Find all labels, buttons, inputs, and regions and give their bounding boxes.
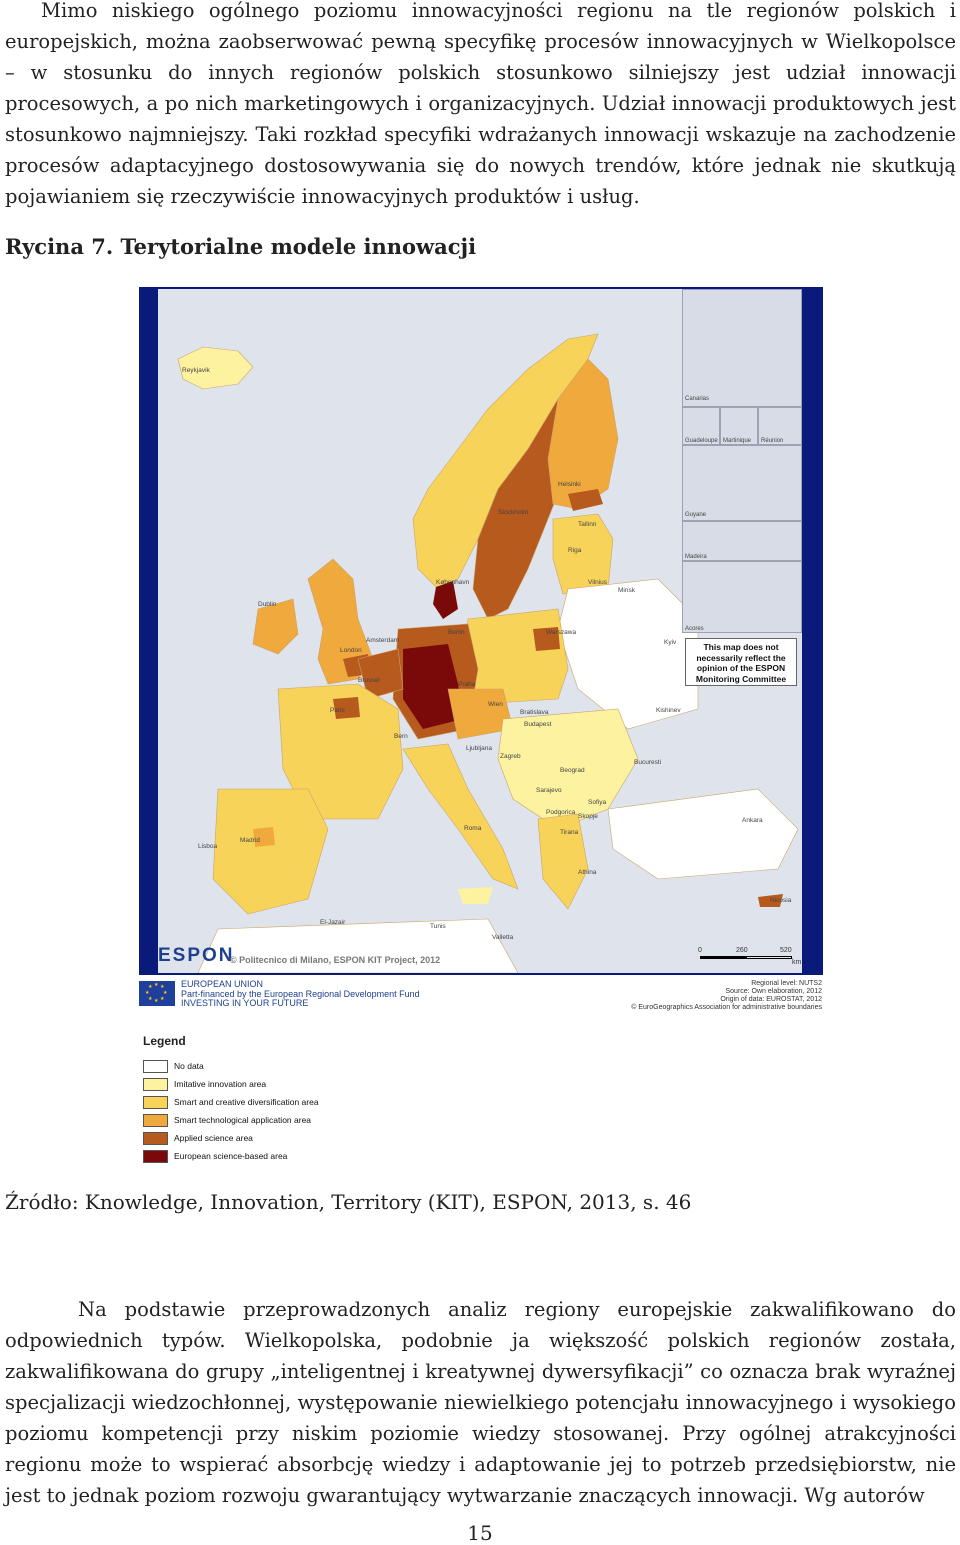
inset-guadeloupe: Guadeloupe [682,407,720,445]
legend-item [143,1093,319,1111]
city-label: Riga [568,547,582,554]
legend-swatch [143,1114,168,1127]
inset-reunion: Réunion [758,407,802,445]
eu-line: INVESTING IN YOUR FUTURE [181,998,309,1008]
map-metadata [631,980,822,1012]
city-label: Nicosia [770,897,792,904]
city-label: Helsinki [558,481,581,488]
city-label: Podgorica [546,809,576,816]
legend-swatch [143,1060,168,1073]
city-label: Praha [458,681,476,688]
legend-swatch [143,1132,168,1145]
legend-label: No data [174,1061,204,1071]
meta-line: Source: Own elaboration, 2012 [725,988,822,995]
city-label: Dublin [258,601,277,608]
city-label: Paris [330,707,345,714]
city-label: København [436,579,470,586]
city-label: Budapest [524,721,552,728]
page-number: 15 [467,1521,493,1545]
legend-swatch [143,1096,168,1109]
eu-line: EUROPEAN UNION [181,979,264,989]
legend-item [143,1129,319,1147]
legend-item [143,1147,319,1165]
overseas-insets [682,289,802,633]
scale-bar [698,944,802,968]
city-label: Warszawa [546,629,577,636]
scale-label-0: 0 [698,947,702,954]
legend-label: European science-based area [174,1151,288,1161]
city-label: Lisboa [198,843,218,850]
legend-swatch [143,1150,168,1163]
city-label: Minsk [618,587,635,594]
city-label: Kishinev [656,707,681,714]
eu-flag-icon: ★ ★ ★ ★ ★ ★ ★ ★ [139,981,175,1006]
city-label: Kyiv [664,639,677,646]
scale-unit: km [792,959,802,966]
city-label: El-Jazair [320,919,346,926]
legend-title: Legend [143,1034,186,1048]
city-label: Ankara [742,817,763,824]
legend-label: Smart and creative diversification area [174,1097,319,1107]
city-label: Reykjavik [182,367,210,374]
inset-guyane: Guyane [682,445,802,521]
city-label: Roma [464,825,482,832]
city-label: Tallinn [578,521,597,528]
legend-swatch [143,1078,168,1091]
map-legend [143,1034,319,1165]
legend-label: Imitative innovation area [174,1079,267,1089]
legend-item [143,1075,319,1093]
city-label: Wien [488,701,503,708]
map-disclaimer: This map does not necessarily reflect the opinion of the ESPON Monitoring Committee [685,638,797,686]
legend-label: Applied science area [174,1133,253,1143]
figure-source: Źródło: Knowledge, Innovation, Territory (KIT), ESPON, 2013, s. 46 [5,1190,692,1214]
city-label: Berlin [448,629,465,636]
espon-logo [158,942,235,970]
city-label: Bratislava [520,709,549,716]
meta-line: © EuroGeographics Association for administrative boundaries [631,1004,822,1011]
city-label: Tunis [430,923,446,930]
map-canvas [158,289,802,973]
body-paragraph-2: Na podstawie przeprowadzonych analiz regiony europejskie zakwalifikowano do odpowiednich typów. Wielkopolska, podobnie ja większość polskich regionów została, zakwalifikowana do grupy „inteligentnej i kreatywnej dywersyfikacji” co oznacza brak wyraźnej specjalizacji wiedzochłonnej, występowanie niewielkiego potencjału innowacyjnego i wysokiego poziomu kompetencji przy niskim poziomie wiedzy stosowanej. Przy ogólnej atrakcyjności regionu może to wspierać absorbcję wiedzy i adaptowanie jej to potrzeb przedsiębiorstw, nie jest to jednak poziom rozwoju gwarantujący wytwarzanie znaczących innowacji. Wg autorów [5,1298,956,1507]
scale-bar-graphic [700,956,792,959]
meta-line: Regional level: NUTS2 [751,980,822,987]
city-label: Tirana [560,829,579,836]
meta-line: Origin of data: EUROSTAT, 2012 [720,996,822,1003]
region-sicily [458,887,493,904]
region-turkey [608,789,798,879]
map-copyright: © Politecnico di Milano, ESPON KIT Project, 2012 [230,955,441,965]
region-iberia [213,789,328,914]
inset-martinique: Martinique [720,407,758,445]
scale-label-520: 520 [780,947,792,954]
city-label: Brussel [358,677,380,684]
figure-heading: Rycina 7. Terytorialne modele innowacji [5,234,477,259]
legend-item [143,1057,319,1075]
city-label: Beograd [560,767,585,774]
inset-madeira: Madeira [682,521,802,561]
city-label: Bucuresti [634,759,662,766]
city-label: Bern [394,733,408,740]
body-paragraph-1: Mimo niskiego ogólnego poziomu innowacyjności regionu na tle regionów polskich i europejskich, można zaobserwować pewną specyfikę procesów innowacyjnych w Wielkopolsce – w stosunku do innych regionów polskich stosunkowo silniejszy jest udział innowacji procesowych, a po nich marketingowych i organizacyjnych. Udział innowacji produktowych jest stosunkowo najmniejszy. Taki rozkład specyfiki wdrażanych innowacji wskazuje na zachodzenie procesów adaptacyjnego dostosowywania się do nowych trendów, które jednak nie skutkują pojawianiem się rzeczywiście innowacyjnych produktów i usług. [5,0,956,208]
city-label: Sarajevo [536,787,562,794]
inset-acores: Acores [682,561,802,633]
city-label: Madrid [240,837,260,844]
eu-funding-text [181,980,420,1009]
europe-map-figure [139,287,823,975]
city-label: Stockholm [498,509,529,516]
city-label: Ljubljana [466,745,493,752]
city-label: Skopje [578,813,598,820]
inset-canarias: Canarias [682,289,802,407]
espon-wordmark: ESPON [158,945,235,966]
city-label: Athina [578,869,597,876]
city-label: Amsterdam [366,637,400,644]
city-label: Sofiya [588,799,607,806]
city-label: London [340,647,362,654]
eu-line: Part-financed by the European Regional Development Fund [181,988,420,999]
city-label: Valletta [492,934,514,941]
city-label: Zagreb [500,753,521,760]
city-label: Vilnius [588,579,608,586]
scale-label-260: 260 [736,947,748,954]
legend-item [143,1111,319,1129]
eu-funding-block [139,980,439,1010]
legend-label: Smart technological application area [174,1115,312,1125]
